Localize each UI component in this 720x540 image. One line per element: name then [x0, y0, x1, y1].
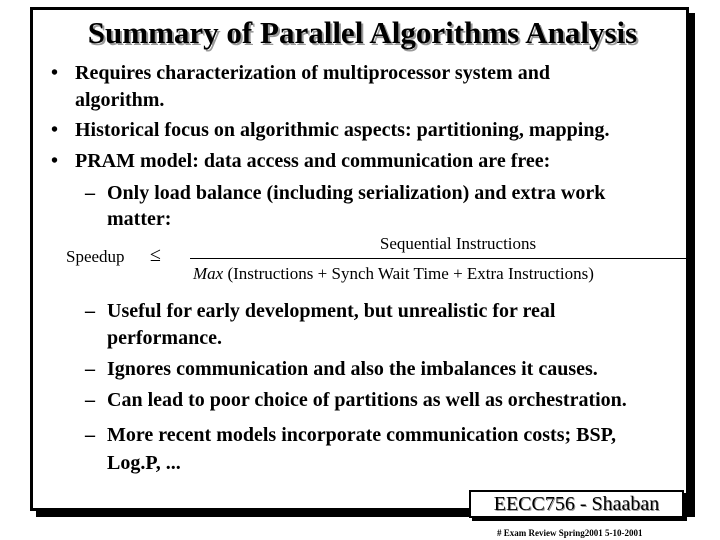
fraction-bar	[190, 258, 686, 259]
formula-denominator	[193, 262, 594, 286]
bullet-marker: •	[51, 119, 59, 141]
subpoint-1-line-1: Only load balance (including serialization) and extra work	[107, 182, 606, 204]
max-function: Max	[193, 264, 224, 283]
subpoint-4-line-1: Can lead to poor choice of partitions as well as orchestration.	[107, 389, 627, 411]
subpoint-3-line-1: Ignores communication and also the imbalances it causes.	[107, 358, 598, 380]
dash-marker: –	[85, 389, 95, 411]
dash-marker: –	[85, 424, 95, 446]
slide-title: Summary of Parallel Algorithms Analysis	[87, 15, 638, 50]
formula-numerator	[190, 232, 720, 256]
dash-marker: –	[85, 358, 95, 380]
footer-course-text: EECC756 - Shaaban	[493, 493, 660, 515]
denominator-text: (Instructions + Synch Wait Time + Extra Instructions)	[223, 264, 594, 283]
subpoint-5-line-1: More recent models incorporate communication costs; BSP,	[107, 424, 616, 446]
speedup-label: Speedup	[66, 247, 125, 266]
bullet-marker: •	[51, 150, 59, 172]
numerator-text: Sequential Instructions	[379, 234, 537, 253]
dash-marker: –	[85, 300, 95, 322]
subpoint-1-line-2: matter:	[107, 208, 172, 230]
bullet-2-line-1: Historical focus on algorithmic aspects: partitioning, mapping.	[75, 119, 610, 141]
bullet-3-line-1: PRAM model: data access and communication are free:	[75, 150, 551, 172]
subpoint-5-line-2: Log.P, ...	[107, 452, 181, 474]
bullet-marker: •	[51, 62, 59, 84]
footer-course-label	[469, 490, 684, 518]
footer-note: # Exam Review Spring2001 5-10-2001	[497, 528, 643, 538]
less-or-equal-symbol: ≤	[150, 244, 161, 266]
frame-shadow	[689, 13, 695, 517]
bullet-1-line-1: Requires characterization of multiprocessor system and	[75, 62, 550, 84]
subpoint-2-line-1: Useful for early development, but unrealistic for real	[107, 300, 556, 322]
subpoint-2-line-2: performance.	[107, 327, 222, 349]
bullet-1-line-2: algorithm.	[75, 89, 165, 111]
dash-marker: –	[85, 182, 95, 204]
